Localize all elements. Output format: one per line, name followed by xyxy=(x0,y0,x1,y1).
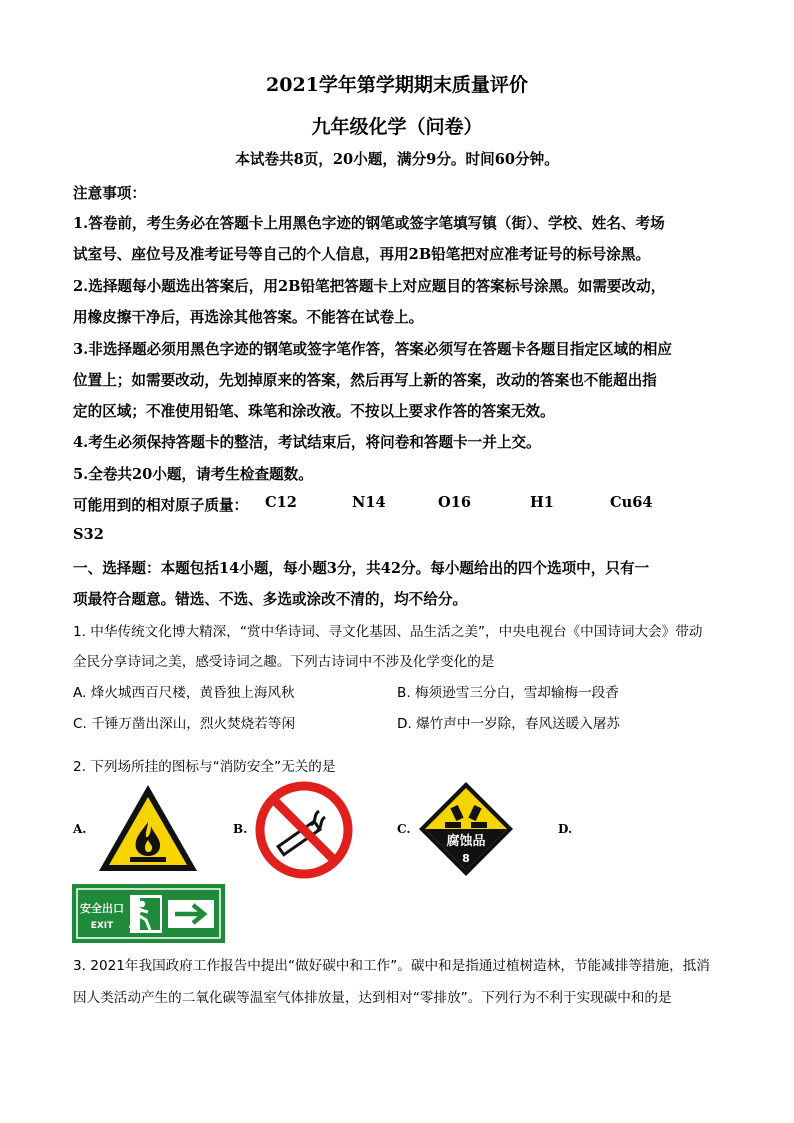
question-3-stem: 因人类活动产生的二氧化碳等温室气体排放量，达到相对“零排放”。下列行为不利于实现碳中和的是 xyxy=(73,990,672,1006)
question-1-option-c: C. 千锤万凿出深山，烈火焚烧若等闲 xyxy=(73,716,296,732)
notice-line: 4.考生必须保持答题卡的整洁，考试结束后，将问卷和答题卡一并上交。 xyxy=(73,434,541,451)
atomic-mass-item: H1 xyxy=(530,494,554,511)
question-1-option-d: D. 爆竹声中一岁除，春风送暖入屠苏 xyxy=(397,716,621,732)
exit-label-cn: 安全出口 xyxy=(80,902,124,915)
emergency-exit-sign xyxy=(72,884,225,943)
arrow-right-icon xyxy=(168,900,214,928)
section-instructions: 项最符合题意。错选、不选、多选或涂改不清的，均不给分。 xyxy=(73,591,468,608)
option-label-d: D. xyxy=(558,822,573,836)
notice-line: 1.答卷前，考生务必在答题卡上用黑色字迹的钢笔或签字笔填写镇（街）、学校、姓名、考场 xyxy=(73,215,665,232)
notice-line: 2.选择题每小题选出答案后，用2B铅笔把答题卡上对应题目的答案标号涂黑。如需要改动， xyxy=(73,278,666,295)
atomic-mass-item: N14 xyxy=(352,494,386,511)
question-3-stem: 3. 2021年我国政府工作报告中提出“做好碳中和工作”。碳中和是指通过植树造林，节能减排等措施，抵消 xyxy=(73,958,710,974)
notice-line: 用橡皮擦干净后，再选涂其他答案。不能答在试卷上。 xyxy=(73,309,424,326)
atomic-mass-label: 可能用到的相对原子质量： xyxy=(73,497,249,514)
page-subtitle: 九年级化学（问卷） xyxy=(311,116,483,138)
notice-heading: 注意事项： xyxy=(73,185,146,202)
no-smoking-sign xyxy=(255,781,353,879)
corrosive-label: 腐蚀品 xyxy=(446,834,486,849)
question-1-stem: 1. 中华传统文化博大精深，“赏中华诗词、寻文化基因、品生活之美”，中央电视台《中国诗词大会》带动 xyxy=(73,624,703,640)
page-title: 2021学年第学期期末质量评价 xyxy=(266,74,528,96)
question-1-stem: 全民分享诗词之美，感受诗词之趣。下列古诗词中不涉及化学变化的是 xyxy=(73,654,495,670)
question-1-option-a: A. 烽火城西百尺楼，黄昏独上海风秋 xyxy=(73,685,295,701)
notice-line: 试室号、座位号及准考证号等自己的个人信息，再用2B铅笔把对应准考证号的标号涂黑。 xyxy=(73,246,651,263)
option-label-c: C. xyxy=(397,822,411,836)
notice-line: 5.全卷共20小题，请考生检查题数。 xyxy=(73,466,313,483)
notice-line: 3.非选择题必须用黑色字迹的钢笔或签字笔作答，答案必须写在答题卡各题目指定区域的相应 xyxy=(73,341,672,358)
atomic-mass-item: Cu64 xyxy=(610,494,653,511)
running-person-icon xyxy=(130,895,162,933)
notice-line: 定的区域；不准使用铅笔、珠笔和涂改液。不按以上要求作答的答案无效。 xyxy=(73,403,555,420)
exit-label-en: EXIT xyxy=(90,921,114,931)
atomic-mass-item: C12 xyxy=(265,494,297,511)
question-1-option-b: B. 梅须逊雪三分白，雪却输梅一段香 xyxy=(397,685,619,701)
option-label-a: A. xyxy=(73,822,87,836)
corrosive-sign xyxy=(417,780,515,878)
atomic-mass-item: S32 xyxy=(73,526,104,543)
notice-line: 位置上；如需要改动，先划掉原来的答案，然后再写上新的答案，改动的答案也不能超出指 xyxy=(73,372,657,389)
corrosive-class-number: 8 xyxy=(462,852,470,865)
option-label-b: B. xyxy=(233,822,248,836)
question-2-stem: 2. 下列场所挂的图标与“消防安全”无关的是 xyxy=(73,759,336,775)
atomic-mass-item: O16 xyxy=(438,494,472,511)
section-instructions: 一、选择题：本题包括14小题，每小题3分，共42分。每小题给出的四个选项中，只有一 xyxy=(73,560,650,577)
exam-info: 本试卷共8页，20小题，满分9分。时间60分钟。 xyxy=(235,151,559,168)
flammable-warning-sign xyxy=(96,782,200,874)
